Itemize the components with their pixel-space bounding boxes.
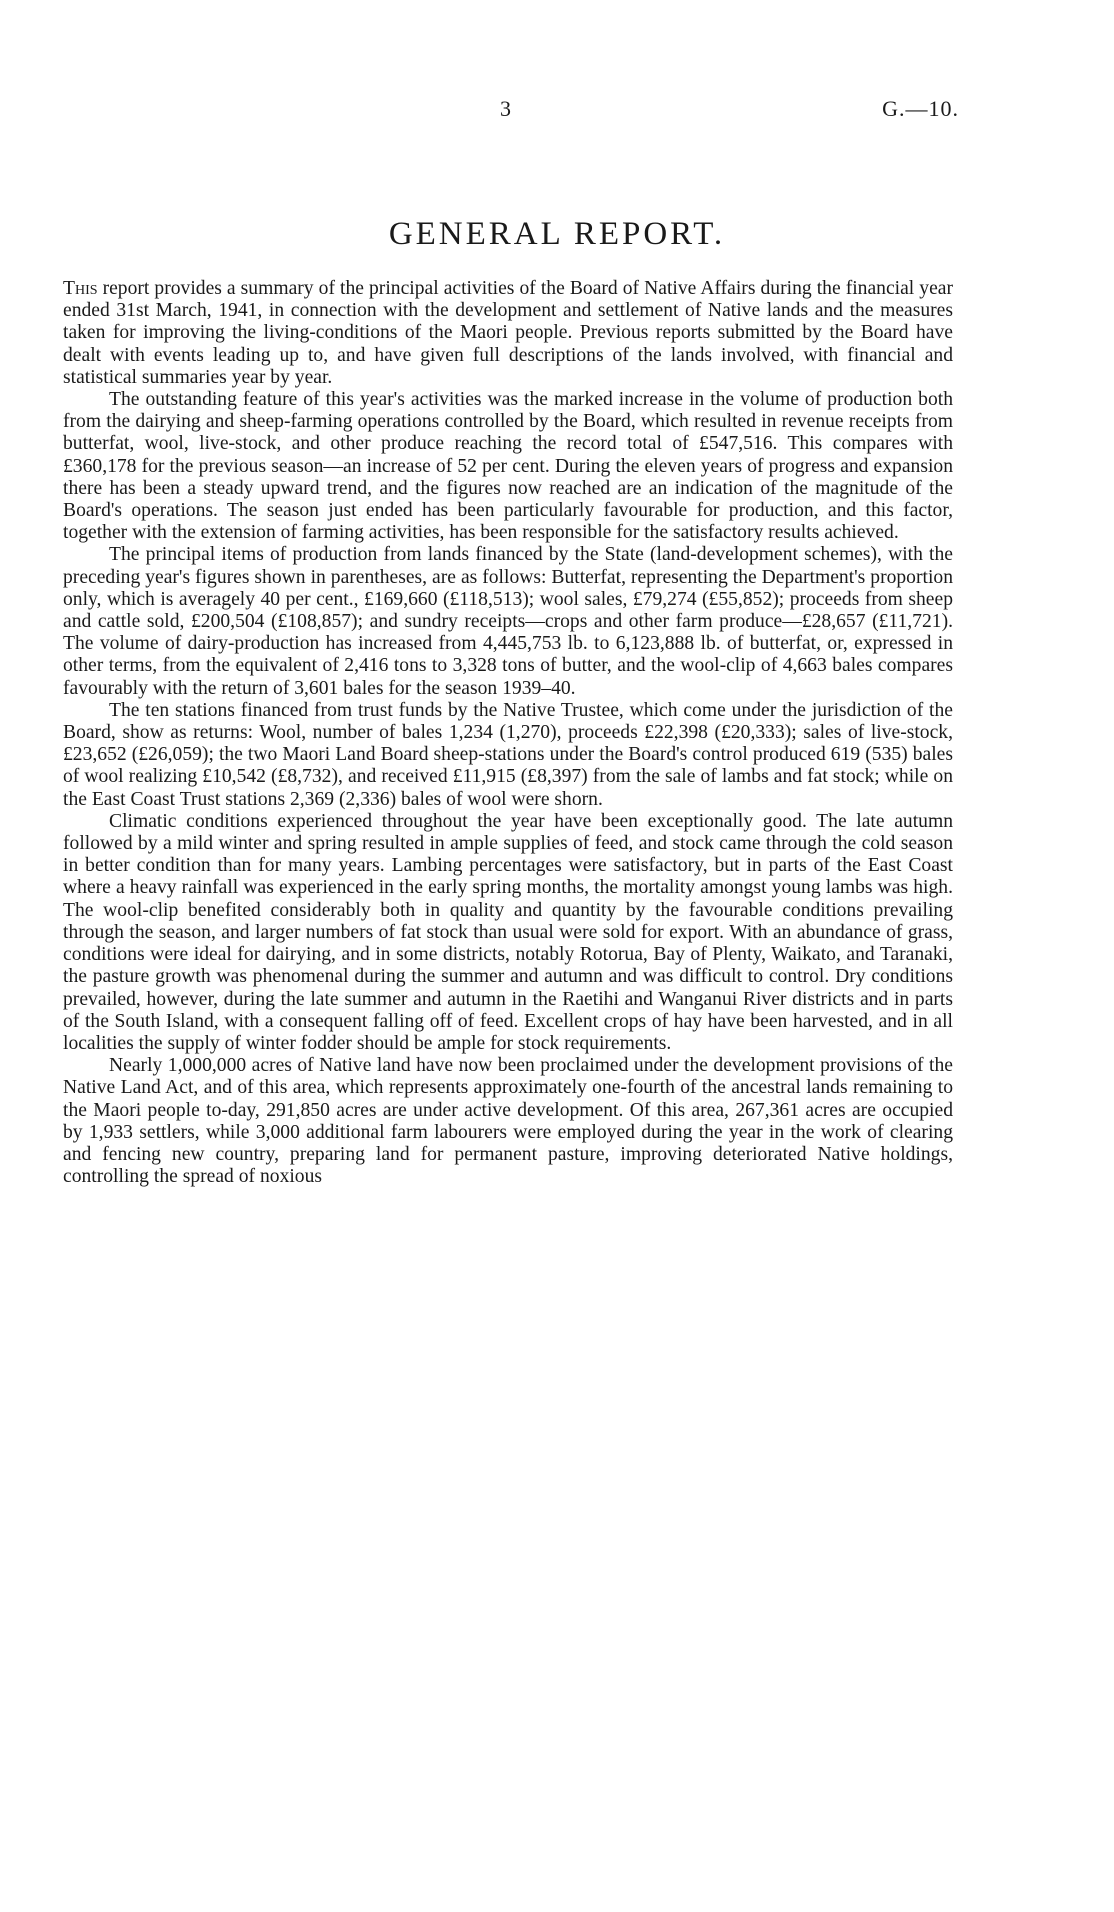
paragraph-climatic-conditions: Climatic conditions experienced throughout the year have been exceptionally good. The late autumn followed by a mild winter and spring resulted in ample supplies of feed, and stock came through the cold season in better condition than for many years. Lambing percentages were satisfactory, but in parts of the East Coast where a heavy rainfall was experienced in the early spring months, the mortality amongst young lambs was high. The wool-clip benefited considerably both in quality and quantity by the favourable conditions prevailing through the season, and larger numbers of fat stock than usual were sold for export. With an abundance of grass, conditions were ideal for dairying, and in some districts, notably Rotorua, Bay of Plenty, Waikato, and Taranaki, the pasture growth was phenomenal during the summer and autumn and was difficult to control. Dry conditions prevailed, however, during the late summer and autumn in the Raetihi and Wanganui River districts and in parts of the South Island, with a consequent falling off of feed. Excellent crops of hay have been harvested, and in all localities the supply of winter fodder should be ample for stock requirements. [63,810,953,1054]
paragraph-intro-text: report provides a summary of the principal activities of the Board of Native Affairs during the financial year ended 31st March, 1941, in connection with the development and settlement of Native lands and the measures taken for improving the living-conditions of the Maori people. Previous reports submitted by the Board have dealt with events leading up to, and have given full descriptions of the lands involved, with financial and statistical summaries year by year. [63,278,953,388]
paragraph-lead-word: This [63,278,98,299]
paragraph-land-development: Nearly 1,000,000 acres of Native land have now been proclaimed under the development provisions of the Native Land Act, and of this area, which represents approximately one-fourth of the ancestral lands remaining to the Maori people to-day, 291,850 acres are under active development. Of this area, 267,361 acres are occupied by 1,933 settlers, while 3,000 additional farm labourers were employed during the year in the work of clearing and fencing new country, preparing land for permanent pasture, improving deteriorated Native holdings, controlling the spread of noxious [63,1055,953,1188]
paragraph-production-increase: The outstanding feature of this year's activities was the marked increase in the volume of production both from the dairying and sheep-farming operations controlled by the Board, which resulted in revenue receipts from butterfat, wool, live-stock, and other produce reaching the record total of £547,516. This compares with £360,178 for the previous season—an increase of 52 per cent. During the eleven years of progress and expansion there has been a steady upward trend, and the figures now reached are an indication of the magnitude of the Board's operations. The season just ended has been particularly favourable for production, and this factor, together with the extension of farming activities, has been responsible for the satisfactory results achieved. [63,389,953,544]
document-reference: G.—10. [882,96,959,121]
report-title: GENERAL REPORT. [388,216,726,252]
paragraph-principal-items: The principal items of production from lands financed by the State (land-development schemes), with the preceding year's figures shown in parentheses, are as follows: Butterfat, representing the Department's proportion only, which is averagely 40 per cent., £169,660 (£118,513); wool sales, £79,274 (£55,852); proceeds from sheep and cattle sold, £200,504 (£108,857); and sundry receipts—crops and other farm produce—£28,657 (£11,721). The volume of dairy-production has increased from 4,445,753 lb. to 6,123,888 lb. of butterfat, or, expressed in other terms, from the equivalent of 2,416 tons to 3,328 tons of butter, and the wool-clip of 4,663 bales compares favourably with the return of 3,601 bales for the season 1939–40. [63,544,953,699]
paragraph-trust-stations: The ten stations financed from trust funds by the Native Trustee, which come under the jurisdiction of the Board, show as returns: Wool, number of bales 1,234 (1,270), proceeds £22,398 (£20,333); sales of live-stock, £23,652 (£26,059); the two Maori Land Board sheep-stations under the Board's control produced 619 (535) bales of wool realizing £10,542 (£8,732), and received £11,915 (£8,397) from the sale of lambs and fat stock; while on the East Coast Trust stations 2,369 (2,336) bales of wool were shorn. [63,699,953,810]
report-body [63,278,953,1188]
page-number: 3 [500,96,511,121]
paragraph-intro [63,278,953,389]
page-header [0,96,1114,126]
